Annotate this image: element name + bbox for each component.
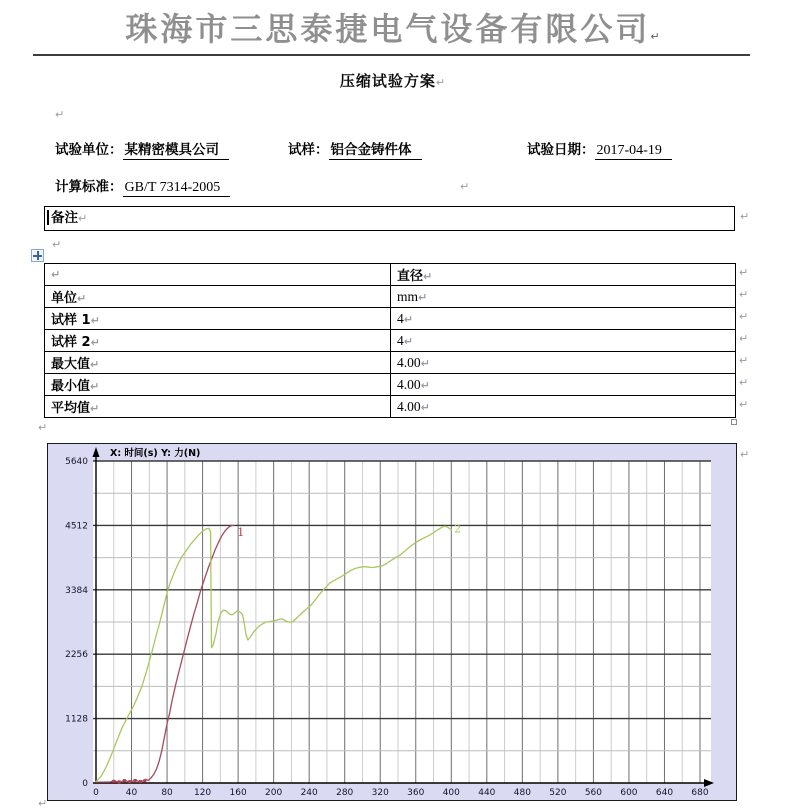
x-tick-label: 600	[620, 788, 638, 798]
x-tick-label: 440	[478, 788, 496, 798]
x-tick-label: 400	[442, 788, 460, 798]
pilcrow-mark: ↵	[420, 356, 430, 370]
table-cell-text: 试样 1	[51, 313, 91, 328]
pilcrow-mark: ↵	[423, 270, 433, 283]
table-cell-text: 直径	[397, 269, 424, 284]
pilcrow-mark: ↵	[52, 238, 62, 251]
test-date-label: 试验日期：	[527, 142, 595, 158]
table-cell-text: 最小值	[51, 379, 91, 394]
pilcrow-mark: ↵	[739, 266, 749, 279]
pilcrow-mark: ↵	[77, 292, 87, 305]
table-row	[45, 396, 736, 418]
table-cell[interactable]	[45, 374, 391, 396]
table-cell-text: mm	[397, 288, 419, 304]
pilcrow-mark: ↵	[420, 400, 430, 414]
x-tick-label: 320	[371, 788, 389, 798]
table-cell[interactable]	[45, 264, 391, 286]
pilcrow-mark: ↵	[650, 30, 660, 43]
x-tick-label: 40	[125, 788, 138, 798]
remark-box[interactable]	[44, 206, 735, 231]
company-title: 珠海市三思泰捷电气设备有限公司	[125, 10, 651, 48]
pilcrow-mark: ↵	[740, 210, 750, 223]
standard-label: 计算标准：	[55, 179, 123, 195]
y-tick-label: 0	[82, 779, 88, 789]
pilcrow-mark: ↵	[38, 421, 48, 434]
table-cell[interactable]	[45, 352, 391, 374]
pilcrow-mark: ↵	[418, 290, 428, 304]
table-cell[interactable]	[391, 286, 736, 308]
curve-label-specimen-1: 1	[237, 525, 245, 539]
table-cell[interactable]	[391, 308, 736, 330]
table-cell[interactable]	[391, 330, 736, 352]
y-tick-label: 3384	[65, 585, 88, 596]
x-tick-label: 200	[265, 788, 283, 798]
table-row	[45, 264, 736, 286]
table-cell-text: 4.00	[397, 354, 421, 370]
title-divider	[33, 54, 750, 56]
table-resize-handle[interactable]	[731, 419, 737, 425]
pilcrow-mark: ↵	[90, 402, 100, 415]
table-cell[interactable]	[45, 286, 391, 308]
x-tick-label: 120	[193, 788, 212, 798]
table-cell[interactable]	[45, 308, 391, 330]
pilcrow-mark: ↵	[420, 378, 430, 392]
chart-canvas	[48, 444, 736, 800]
field-test-unit	[55, 138, 229, 158]
pilcrow-mark: ↵	[90, 358, 100, 371]
x-tick-label: 640	[655, 788, 674, 798]
table-cell[interactable]	[45, 396, 391, 418]
pilcrow-mark: ↵	[51, 268, 61, 281]
x-tick-label: 360	[407, 788, 425, 798]
remark-label: 备注	[51, 210, 78, 226]
sample-label: 试样：	[288, 142, 329, 158]
test-unit-value[interactable]: 某精密模具公司	[123, 142, 230, 160]
table-cell[interactable]	[45, 330, 391, 352]
text-cursor	[47, 210, 49, 225]
x-tick-label: 80	[161, 788, 173, 798]
table-cell-text: 单位	[51, 291, 78, 306]
table-cell-text: 4	[397, 332, 404, 348]
table-cell[interactable]	[391, 374, 736, 396]
pilcrow-mark: ↵	[739, 376, 749, 389]
x-tick-label: 480	[513, 788, 531, 798]
pilcrow-mark: ↵	[38, 797, 48, 810]
table-cell-text: 4.00	[397, 398, 421, 414]
subtitle-row	[0, 70, 785, 91]
test-unit-label: 试验单位：	[55, 142, 123, 158]
measurement-table	[44, 263, 736, 418]
table-row	[45, 286, 736, 308]
pilcrow-mark: ↵	[90, 314, 100, 327]
table-row	[45, 330, 736, 352]
x-tick-label: 160	[229, 788, 247, 798]
table-cell-text: 4	[397, 310, 404, 326]
table-cell[interactable]	[391, 396, 736, 418]
table-cell-text: 平均值	[51, 401, 91, 416]
pilcrow-mark: ↵	[739, 398, 749, 411]
pilcrow-mark: ↵	[739, 310, 749, 323]
field-sample	[288, 138, 422, 158]
field-test-date	[527, 138, 672, 159]
pilcrow-mark: ↵	[739, 354, 749, 367]
pilcrow-mark: ↵	[739, 288, 749, 301]
table-row	[45, 308, 736, 330]
curve-label-specimen-2: 2	[453, 522, 461, 536]
x-tick-label: 520	[549, 788, 567, 798]
force-time-chart[interactable]	[47, 443, 737, 801]
y-tick-label: 4512	[65, 521, 88, 532]
pilcrow-mark: ↵	[739, 332, 749, 345]
pilcrow-mark: ↵	[435, 76, 446, 89]
x-tick-label: 560	[584, 788, 603, 798]
table-cell-text: 试样 2	[51, 335, 91, 350]
doc-subtitle: 压缩试验方案	[339, 72, 436, 90]
measurement-table-body	[45, 264, 736, 418]
title-row	[0, 4, 785, 50]
table-move-handle[interactable]	[31, 249, 44, 262]
pilcrow-mark: ↵	[55, 108, 65, 121]
pilcrow-mark: ↵	[403, 312, 413, 326]
pilcrow-mark: ↵	[78, 212, 88, 225]
sample-value[interactable]: 铝合金铸件体	[329, 142, 422, 160]
table-cell-text: 4.00	[397, 376, 421, 392]
chart-title: X: 时间(s) Y: 力(N)	[110, 448, 201, 459]
test-date-value[interactable]: 2017-04-19	[595, 143, 672, 160]
table-cell[interactable]	[391, 264, 736, 286]
table-row	[45, 374, 736, 396]
standard-value[interactable]: GB/T 7314-2005	[123, 180, 231, 197]
y-tick-label: 2256	[65, 650, 88, 661]
pilcrow-mark: ↵	[90, 336, 100, 349]
y-tick-label: 5640	[65, 457, 88, 467]
y-tick-label: 1128	[65, 714, 88, 725]
y-axis-arrow	[93, 447, 100, 457]
table-row	[45, 352, 736, 374]
pilcrow-mark: ↵	[740, 448, 750, 461]
pilcrow-mark: ↵	[90, 380, 100, 393]
x-tick-label: 240	[300, 788, 318, 798]
table-cell[interactable]	[391, 352, 736, 374]
x-tick-label: 280	[336, 788, 354, 798]
x-tick-label: 680	[691, 788, 709, 798]
x-tick-label: 0	[93, 788, 99, 798]
table-cell-text: 最大值	[51, 357, 91, 372]
field-standard	[55, 175, 230, 196]
pilcrow-mark: ↵	[460, 180, 470, 193]
pilcrow-mark: ↵	[403, 334, 413, 348]
